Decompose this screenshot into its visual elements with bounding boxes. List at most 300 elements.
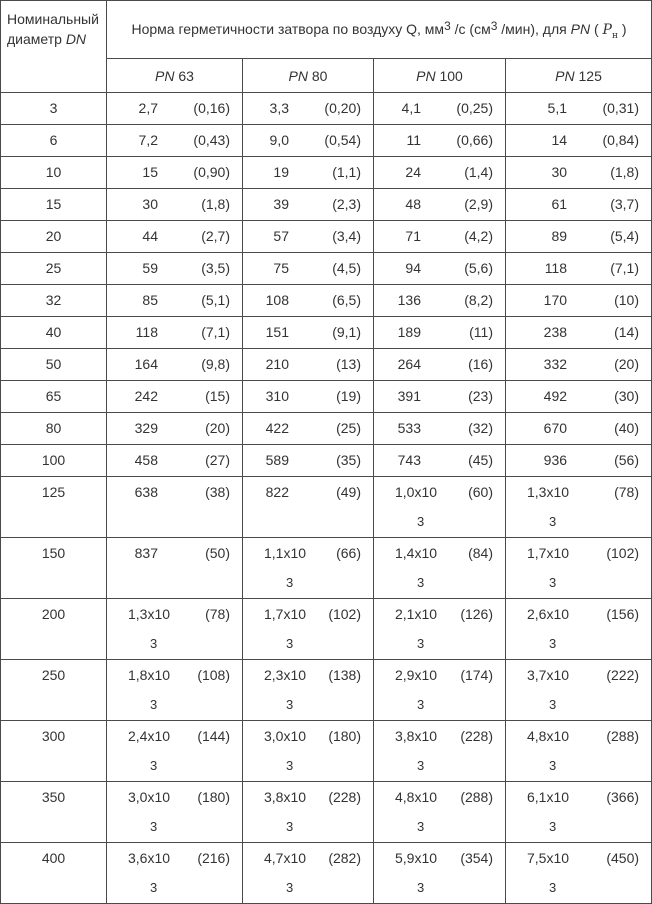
value-cell — [243, 189, 374, 221]
value-cell — [107, 445, 243, 477]
value-cm3-per-min: (0,43) — [193, 132, 230, 148]
value-cell — [374, 125, 506, 157]
value-cm3-per-min: (20) — [205, 420, 230, 436]
value-cell — [243, 317, 374, 349]
exponent: 3 — [150, 636, 158, 651]
dn-cell: 80 — [1, 413, 107, 445]
value-cell — [107, 189, 243, 221]
value-cm3-per-min: (1,1) — [332, 164, 361, 180]
value-mm3-per-s: 48 — [405, 196, 421, 212]
value-cell — [374, 285, 506, 317]
value-cell — [506, 782, 652, 843]
header-leakage-norm: Норма герметичности затвора по воздуху Q, $мм^3$ /с ($см^3$ /мин), для PN ( $P_н$ ) — [107, 1, 652, 59]
value-cell — [107, 125, 243, 157]
value-cm3-per-min: (84) — [468, 545, 493, 561]
value-cell — [506, 721, 652, 782]
value-cell — [243, 349, 374, 381]
value-mm3-per-s: 210 — [265, 356, 289, 372]
value-cm3-per-min: (228) — [460, 728, 493, 744]
value-cm3-per-min: (4,2) — [464, 228, 493, 244]
value-cell — [107, 253, 243, 285]
value-mm3-per-s: 24 — [405, 164, 421, 180]
value-mm3-per-s: 15 — [142, 164, 158, 180]
value-cm3-per-min: (8,2) — [464, 292, 493, 308]
value-mm3-per-s: 1,3х10 — [527, 484, 570, 500]
value-mm3-per-s: 2,4х10 — [128, 728, 171, 744]
value-cm3-per-min: (0,25) — [456, 100, 493, 116]
value-cell — [506, 93, 652, 125]
value-mm3-per-s: 189 — [397, 324, 421, 340]
value-cell — [374, 93, 506, 125]
value-mm3-per-s: 1,1х10 — [264, 545, 307, 561]
value-cell — [374, 381, 506, 413]
value-mm3-per-s: 458 — [134, 452, 158, 468]
header-pn-80: PN 80 — [243, 59, 374, 93]
table-row — [1, 349, 652, 381]
exponent: 3 — [549, 880, 557, 895]
exponent: 3 — [549, 819, 557, 834]
header-pn-125: PN 125 — [506, 59, 652, 93]
dn-cell: 65 — [1, 381, 107, 413]
value-cm3-per-min: (27) — [205, 452, 230, 468]
value-cm3-per-min: (1,8) — [201, 196, 230, 212]
value-mm3-per-s: 5,9х10 — [395, 850, 438, 866]
table-row — [1, 599, 652, 660]
value-cm3-per-min: (2,3) — [332, 196, 361, 212]
value-cm3-per-min: (5,6) — [464, 260, 493, 276]
table-row — [1, 93, 652, 125]
value-cm3-per-min: (288) — [606, 728, 640, 744]
value-cell — [374, 253, 506, 285]
value-mm3-per-s: 3,0х10 — [264, 728, 307, 744]
dn-cell: 50 — [1, 349, 107, 381]
value-cm3-per-min: (102) — [606, 545, 640, 561]
value-mm3-per-s: 5,1 — [547, 100, 568, 116]
exponent: 3 — [549, 575, 557, 590]
value-cell — [374, 660, 506, 721]
value-mm3-per-s: 94 — [405, 260, 421, 276]
value-cm3-per-min: (3,4) — [332, 228, 361, 244]
value-cell — [506, 157, 652, 189]
value-cm3-per-min: (25) — [336, 420, 361, 436]
dn-cell: 300 — [1, 721, 107, 782]
value-mm3-per-s: 422 — [265, 420, 289, 436]
exponent: 3 — [417, 819, 425, 834]
value-mm3-per-s: 30 — [142, 196, 158, 212]
value-mm3-per-s: 2,6х10 — [527, 606, 570, 622]
value-mm3-per-s: 492 — [543, 388, 568, 404]
value-cell — [107, 721, 243, 782]
value-mm3-per-s: 3,7х10 — [527, 667, 570, 683]
value-mm3-per-s: 837 — [134, 545, 158, 561]
value-mm3-per-s: 310 — [265, 388, 289, 404]
value-cell — [243, 285, 374, 317]
value-mm3-per-s: 822 — [265, 484, 289, 500]
table-row — [1, 221, 652, 253]
value-cell — [506, 660, 652, 721]
value-cm3-per-min: (50) — [205, 545, 230, 561]
value-cm3-per-min: (7,1) — [201, 324, 230, 340]
value-mm3-per-s: 238 — [543, 324, 568, 340]
value-mm3-per-s: 59 — [142, 260, 158, 276]
value-mm3-per-s: 1,8х10 — [128, 667, 171, 683]
value-mm3-per-s: 11 — [406, 132, 421, 148]
value-mm3-per-s: 170 — [543, 292, 568, 308]
exponent: 3 — [549, 514, 557, 529]
value-cell — [243, 413, 374, 445]
value-mm3-per-s: 1,0х10 — [395, 484, 438, 500]
header-pn-100: PN 100 — [374, 59, 506, 93]
value-cm3-per-min: (0,31) — [602, 100, 640, 116]
value-cell — [107, 599, 243, 660]
value-cell — [506, 843, 652, 904]
table-row — [1, 253, 652, 285]
value-cm3-per-min: (78) — [614, 484, 640, 500]
exponent: 3 — [150, 819, 158, 834]
value-cm3-per-min: (366) — [606, 789, 640, 805]
value-mm3-per-s: 108 — [265, 292, 289, 308]
value-cm3-per-min: (49) — [336, 484, 361, 500]
value-cm3-per-min: (10) — [614, 292, 640, 308]
value-cell — [374, 413, 506, 445]
value-cell — [243, 93, 374, 125]
value-mm3-per-s: 30 — [551, 164, 568, 180]
value-mm3-per-s: 118 — [135, 324, 158, 340]
value-cm3-per-min: (9,8) — [201, 356, 230, 372]
value-cell — [374, 221, 506, 253]
exponent: 3 — [417, 697, 425, 712]
value-mm3-per-s: 89 — [551, 228, 568, 244]
value-cell — [107, 782, 243, 843]
exponent: 3 — [286, 758, 294, 773]
dn-cell: 32 — [1, 285, 107, 317]
value-cm3-per-min: (354) — [460, 850, 493, 866]
value-cm3-per-min: (9,1) — [332, 324, 361, 340]
value-cm3-per-min: (19) — [336, 388, 361, 404]
value-cm3-per-min: (40) — [614, 420, 640, 436]
dn-cell: 200 — [1, 599, 107, 660]
dn-cell: 3 — [1, 93, 107, 125]
value-cell — [107, 93, 243, 125]
table-row — [1, 721, 652, 782]
value-cell — [506, 445, 652, 477]
value-cm3-per-min: (144) — [197, 728, 230, 744]
value-cm3-per-min: (228) — [328, 789, 361, 805]
value-cm3-per-min: (6,5) — [332, 292, 361, 308]
value-cell — [506, 125, 652, 157]
value-mm3-per-s: 2,1х10 — [395, 606, 438, 622]
value-mm3-per-s: 332 — [543, 356, 568, 372]
value-mm3-per-s: 39 — [273, 196, 289, 212]
table-row — [1, 189, 652, 221]
value-cell — [243, 253, 374, 285]
header-dn-line1: Номинальный — [7, 11, 99, 27]
value-mm3-per-s: 71 — [405, 228, 421, 244]
value-cm3-per-min: (11) — [469, 324, 493, 340]
value-mm3-per-s: 4,1 — [401, 100, 421, 116]
value-cm3-per-min: (108) — [197, 667, 230, 683]
value-cell — [506, 381, 652, 413]
value-cell — [374, 782, 506, 843]
value-mm3-per-s: 2,7 — [138, 100, 158, 116]
value-cm3-per-min: (450) — [606, 850, 640, 866]
value-mm3-per-s: 936 — [543, 452, 568, 468]
dn-cell: 15 — [1, 189, 107, 221]
dn-cell: 350 — [1, 782, 107, 843]
value-cm3-per-min: (60) — [468, 484, 493, 500]
value-cell — [506, 221, 652, 253]
value-mm3-per-s: 7,5х10 — [527, 850, 570, 866]
value-cell — [243, 782, 374, 843]
exponent: 3 — [286, 636, 294, 651]
value-cell — [243, 477, 374, 538]
exponent: 3 — [417, 514, 425, 529]
value-cell — [243, 221, 374, 253]
value-cell — [243, 445, 374, 477]
value-cell — [243, 381, 374, 413]
table-row — [1, 317, 652, 349]
exponent: 3 — [549, 697, 557, 712]
value-mm3-per-s: 3,8х10 — [264, 789, 307, 805]
value-mm3-per-s: 4,7х10 — [264, 850, 307, 866]
table-row — [1, 477, 652, 538]
value-cm3-per-min: (16) — [468, 356, 493, 372]
table-row — [1, 125, 652, 157]
value-cm3-per-min: (3,7) — [610, 196, 640, 212]
value-cell — [374, 721, 506, 782]
value-cell — [506, 317, 652, 349]
value-cell — [243, 843, 374, 904]
exponent: 3 — [549, 636, 557, 651]
exponent: 3 — [417, 575, 425, 590]
value-cell — [374, 538, 506, 599]
exponent: 3 — [286, 697, 294, 712]
value-mm3-per-s: 2,3х10 — [264, 667, 307, 683]
value-cm3-per-min: (126) — [460, 606, 493, 622]
exponent: 3 — [150, 880, 158, 895]
exponent: 3 — [286, 819, 294, 834]
value-cm3-per-min: (0,16) — [193, 100, 230, 116]
value-cell — [107, 477, 243, 538]
value-cell — [374, 349, 506, 381]
value-mm3-per-s: 118 — [544, 260, 568, 276]
value-mm3-per-s: 1,4х10 — [395, 545, 438, 561]
value-cm3-per-min: (0,54) — [324, 132, 361, 148]
value-cm3-per-min: (13) — [336, 356, 361, 372]
exponent: 3 — [150, 697, 158, 712]
value-cm3-per-min: (2,9) — [464, 196, 493, 212]
value-cm3-per-min: (174) — [460, 667, 493, 683]
dn-cell: 6 — [1, 125, 107, 157]
value-cell — [506, 538, 652, 599]
value-cell — [107, 538, 243, 599]
value-cell — [107, 381, 243, 413]
value-cm3-per-min: (0,20) — [324, 100, 361, 116]
exponent: 3 — [549, 758, 557, 773]
value-cm3-per-min: (20) — [614, 356, 640, 372]
value-mm3-per-s: 44 — [142, 228, 158, 244]
exponent: 3 — [417, 880, 425, 895]
value-cell — [107, 660, 243, 721]
value-cell — [107, 221, 243, 253]
value-mm3-per-s: 589 — [265, 452, 289, 468]
dn-cell: 100 — [1, 445, 107, 477]
value-mm3-per-s: 533 — [397, 420, 421, 436]
value-cell — [243, 538, 374, 599]
table-row — [1, 782, 652, 843]
value-cell — [374, 317, 506, 349]
header-dn-symbol: DN — [65, 31, 87, 47]
value-cell — [243, 721, 374, 782]
value-cell — [374, 843, 506, 904]
exponent: 3 — [417, 636, 425, 651]
value-mm3-per-s: 3,8х10 — [395, 728, 438, 744]
value-mm3-per-s: 61 — [551, 196, 568, 212]
value-mm3-per-s: 3,0х10 — [128, 789, 171, 805]
value-cell — [506, 189, 652, 221]
dn-cell: 25 — [1, 253, 107, 285]
value-cm3-per-min: (4,5) — [332, 260, 361, 276]
value-cell — [506, 413, 652, 445]
value-cm3-per-min: (180) — [197, 789, 230, 805]
value-cm3-per-min: (78) — [205, 606, 230, 622]
value-cell — [506, 349, 652, 381]
value-mm3-per-s: 3,6х10 — [128, 850, 171, 866]
value-mm3-per-s: 6,1х10 — [527, 789, 570, 805]
value-cm3-per-min: (0,66) — [456, 132, 493, 148]
dn-cell: 40 — [1, 317, 107, 349]
value-cm3-per-min: (30) — [614, 388, 640, 404]
value-mm3-per-s: 1,3х10 — [128, 606, 171, 622]
table-row — [1, 538, 652, 599]
value-cell — [506, 477, 652, 538]
value-cell — [107, 843, 243, 904]
value-cell — [243, 660, 374, 721]
value-cm3-per-min: (38) — [205, 484, 230, 500]
value-cell — [374, 157, 506, 189]
value-cm3-per-min: (15) — [205, 388, 230, 404]
value-mm3-per-s: 638 — [134, 484, 158, 500]
value-cell — [107, 413, 243, 445]
value-cm3-per-min: (0,84) — [602, 132, 640, 148]
value-mm3-per-s: 3,3 — [269, 100, 289, 116]
value-cell — [107, 157, 243, 189]
value-cm3-per-min: (2,7) — [201, 228, 230, 244]
value-cm3-per-min: (138) — [328, 667, 361, 683]
value-cell — [243, 599, 374, 660]
pressure-symbol: $P_н$ — [602, 21, 618, 41]
value-cell — [374, 599, 506, 660]
value-cm3-per-min: (3,5) — [201, 260, 230, 276]
value-mm3-per-s: 19 — [273, 164, 289, 180]
value-mm3-per-s: 329 — [134, 420, 158, 436]
value-cm3-per-min: (222) — [606, 667, 640, 683]
value-cm3-per-min: (180) — [328, 728, 361, 744]
value-cell — [243, 125, 374, 157]
exponent: 3 — [417, 758, 425, 773]
exponent: 3 — [286, 880, 294, 895]
value-mm3-per-s: 242 — [134, 388, 158, 404]
value-cell — [506, 599, 652, 660]
header-nominal-diameter — [1, 1, 107, 93]
value-cell — [243, 157, 374, 189]
value-cell — [374, 445, 506, 477]
table-row — [1, 157, 652, 189]
value-mm3-per-s: 4,8х10 — [395, 789, 438, 805]
value-mm3-per-s: 151 — [265, 324, 289, 340]
value-cm3-per-min: (14) — [614, 324, 640, 340]
value-mm3-per-s: 743 — [397, 452, 421, 468]
value-cell — [107, 285, 243, 317]
value-mm3-per-s: 9,0 — [269, 132, 289, 148]
value-mm3-per-s: 85 — [142, 292, 158, 308]
value-mm3-per-s: 136 — [397, 292, 421, 308]
dn-cell: 150 — [1, 538, 107, 599]
table-row — [1, 413, 652, 445]
value-mm3-per-s: 1,7х10 — [264, 606, 307, 622]
value-cm3-per-min: (0,90) — [193, 164, 230, 180]
value-cell — [374, 477, 506, 538]
table-row — [1, 381, 652, 413]
value-mm3-per-s: 164 — [134, 356, 158, 372]
value-cm3-per-min: (1,4) — [464, 164, 493, 180]
value-cm3-per-min: (288) — [460, 789, 493, 805]
value-mm3-per-s: 14 — [551, 132, 568, 148]
value-cm3-per-min: (5,1) — [201, 292, 230, 308]
value-cm3-per-min: (35) — [336, 452, 361, 468]
value-cm3-per-min: (56) — [614, 452, 640, 468]
table-row — [1, 285, 652, 317]
value-mm3-per-s: 1,7х10 — [527, 545, 570, 561]
value-cm3-per-min: (102) — [328, 606, 361, 622]
value-cell — [374, 189, 506, 221]
value-cm3-per-min: (66) — [336, 545, 361, 561]
value-cm3-per-min: (216) — [197, 850, 230, 866]
header-dn-line2: диаметр — [7, 31, 62, 47]
value-mm3-per-s: 75 — [273, 260, 289, 276]
value-cell — [107, 317, 243, 349]
value-cm3-per-min: (156) — [606, 606, 640, 622]
value-cm3-per-min: (32) — [468, 420, 493, 436]
dn-cell: 10 — [1, 157, 107, 189]
value-mm3-per-s: 4,8х10 — [527, 728, 570, 744]
dn-cell: 250 — [1, 660, 107, 721]
exponent: 3 — [286, 575, 294, 590]
value-mm3-per-s: 670 — [543, 420, 568, 436]
value-cm3-per-min: (282) — [328, 850, 361, 866]
value-cm3-per-min: (5,4) — [610, 228, 640, 244]
value-mm3-per-s: 57 — [273, 228, 289, 244]
value-cm3-per-min: (23) — [468, 388, 493, 404]
value-cell — [506, 253, 652, 285]
dn-cell: 400 — [1, 843, 107, 904]
exponent: 3 — [150, 758, 158, 773]
value-cm3-per-min: (1,8) — [610, 164, 640, 180]
value-cm3-per-min: (45) — [468, 452, 493, 468]
table-row — [1, 660, 652, 721]
value-mm3-per-s: 264 — [397, 356, 421, 372]
value-mm3-per-s: 391 — [397, 388, 421, 404]
dn-cell: 125 — [1, 477, 107, 538]
table-row — [1, 445, 652, 477]
header-pn-63: PN 63 — [107, 59, 243, 93]
value-cell — [506, 285, 652, 317]
table-row — [1, 843, 652, 904]
dn-cell: 20 — [1, 221, 107, 253]
value-mm3-per-s: 7,2 — [138, 132, 158, 148]
value-cell — [107, 349, 243, 381]
value-mm3-per-s: 2,9х10 — [395, 667, 438, 683]
